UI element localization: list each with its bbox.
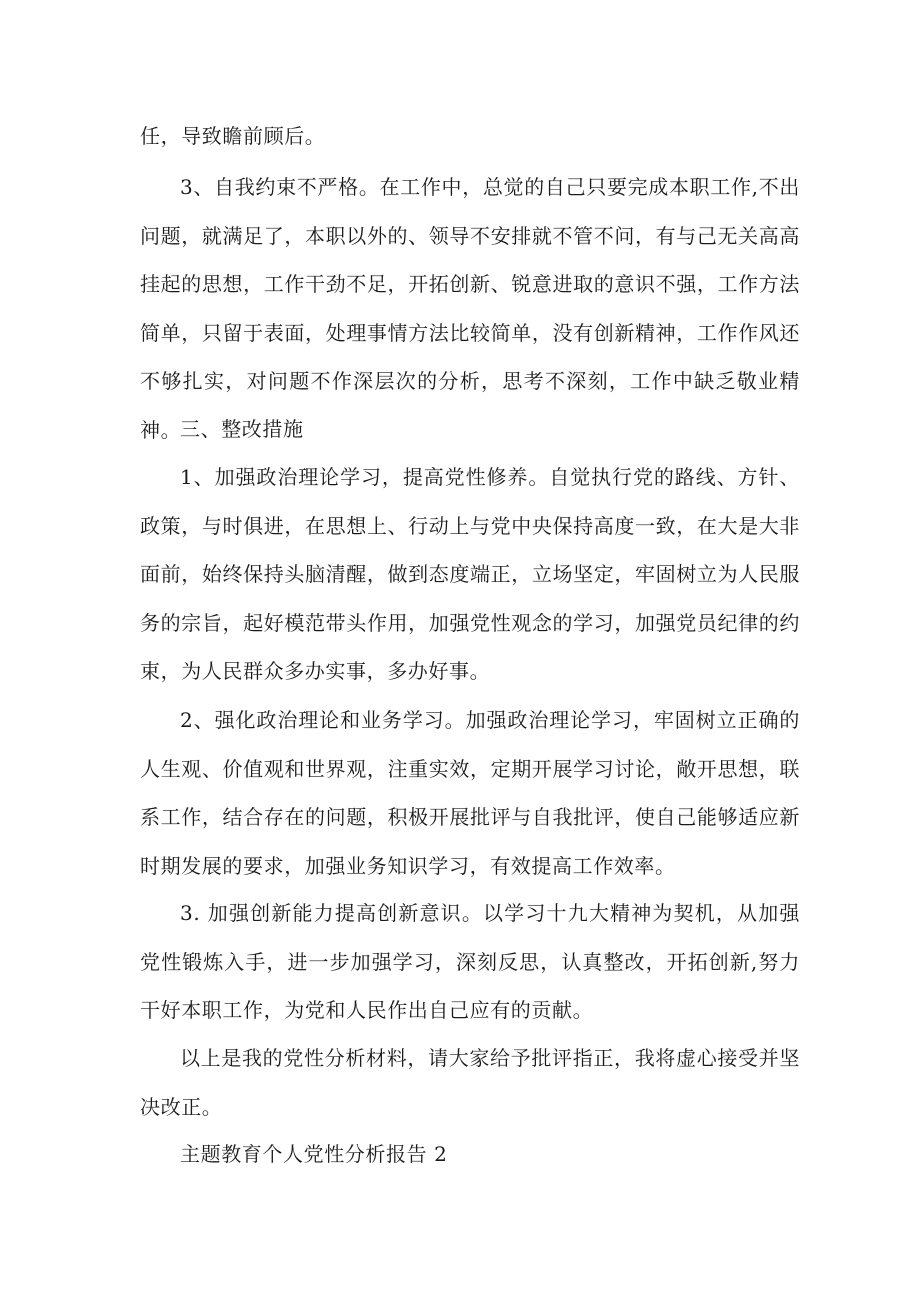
paragraph-continuation: 任，导致瞻前顾后。	[140, 124, 326, 148]
paragraph-self-discipline: 3、自我约束不严格。在工作中，总觉的自己只要完成本职工作,不出问题，就满足了，本职以外的、领导不安排就不管不问，有与己无关高高挂起的思想，工作干劲不足，开拓创新、锐意进取的意识不强，工作方法简单，只留于表面，处理事情方法比较简单，没有创新精神，工作作风还不够扎实，对问题不作深层次的分析，思考不深刻，工作中缺乏敬业精神。	[140, 175, 800, 442]
paragraph-measure-2: 2、强化政治理论和业务学习。加强政治理论学习，牢固树立正确的人生观、价值观和世界观，注重实效，定期开展学习讨论，敞开思想，联系工作，结合存在的问题，积极开展批评与自我批评，使自己能够适应新时期发展的要求，加强业务知识学习，有效提高工作效率。	[140, 708, 800, 878]
paragraph-measure-1: 1、加强政治理论学习，提高党性修养。自觉执行党的路线、方针、政策，与时俱进，在思想上、行动上与党中央保持高度一致，在大是大非面前，始终保持头脑清醒，做到态度端正，立场坚定，牢固树立为人民服务的宗旨，起好模范带头作用，加强党性观念的学习，加强党员纪律的约束，为人民群众多办实事，多办好事。	[140, 465, 800, 683]
paragraph-conclusion: 以上是我的党性分析材料，请大家给予批评指正，我将虚心接受并坚决改正。	[140, 1046, 800, 1119]
report-title-2: 主题教育个人党性分析报告 2	[180, 1142, 448, 1166]
paragraph-measure-3: 3. 加强创新能力提高创新意识。以学习十九大精神为契机，从加强党性锻炼入手，进一步加强学习，深刻反思，认真整改，开拓创新,努力干好本职工作，为党和人民作出自己应有的贡献。	[140, 901, 800, 1022]
section-heading-rectification: 三、整改措施	[180, 417, 304, 441]
